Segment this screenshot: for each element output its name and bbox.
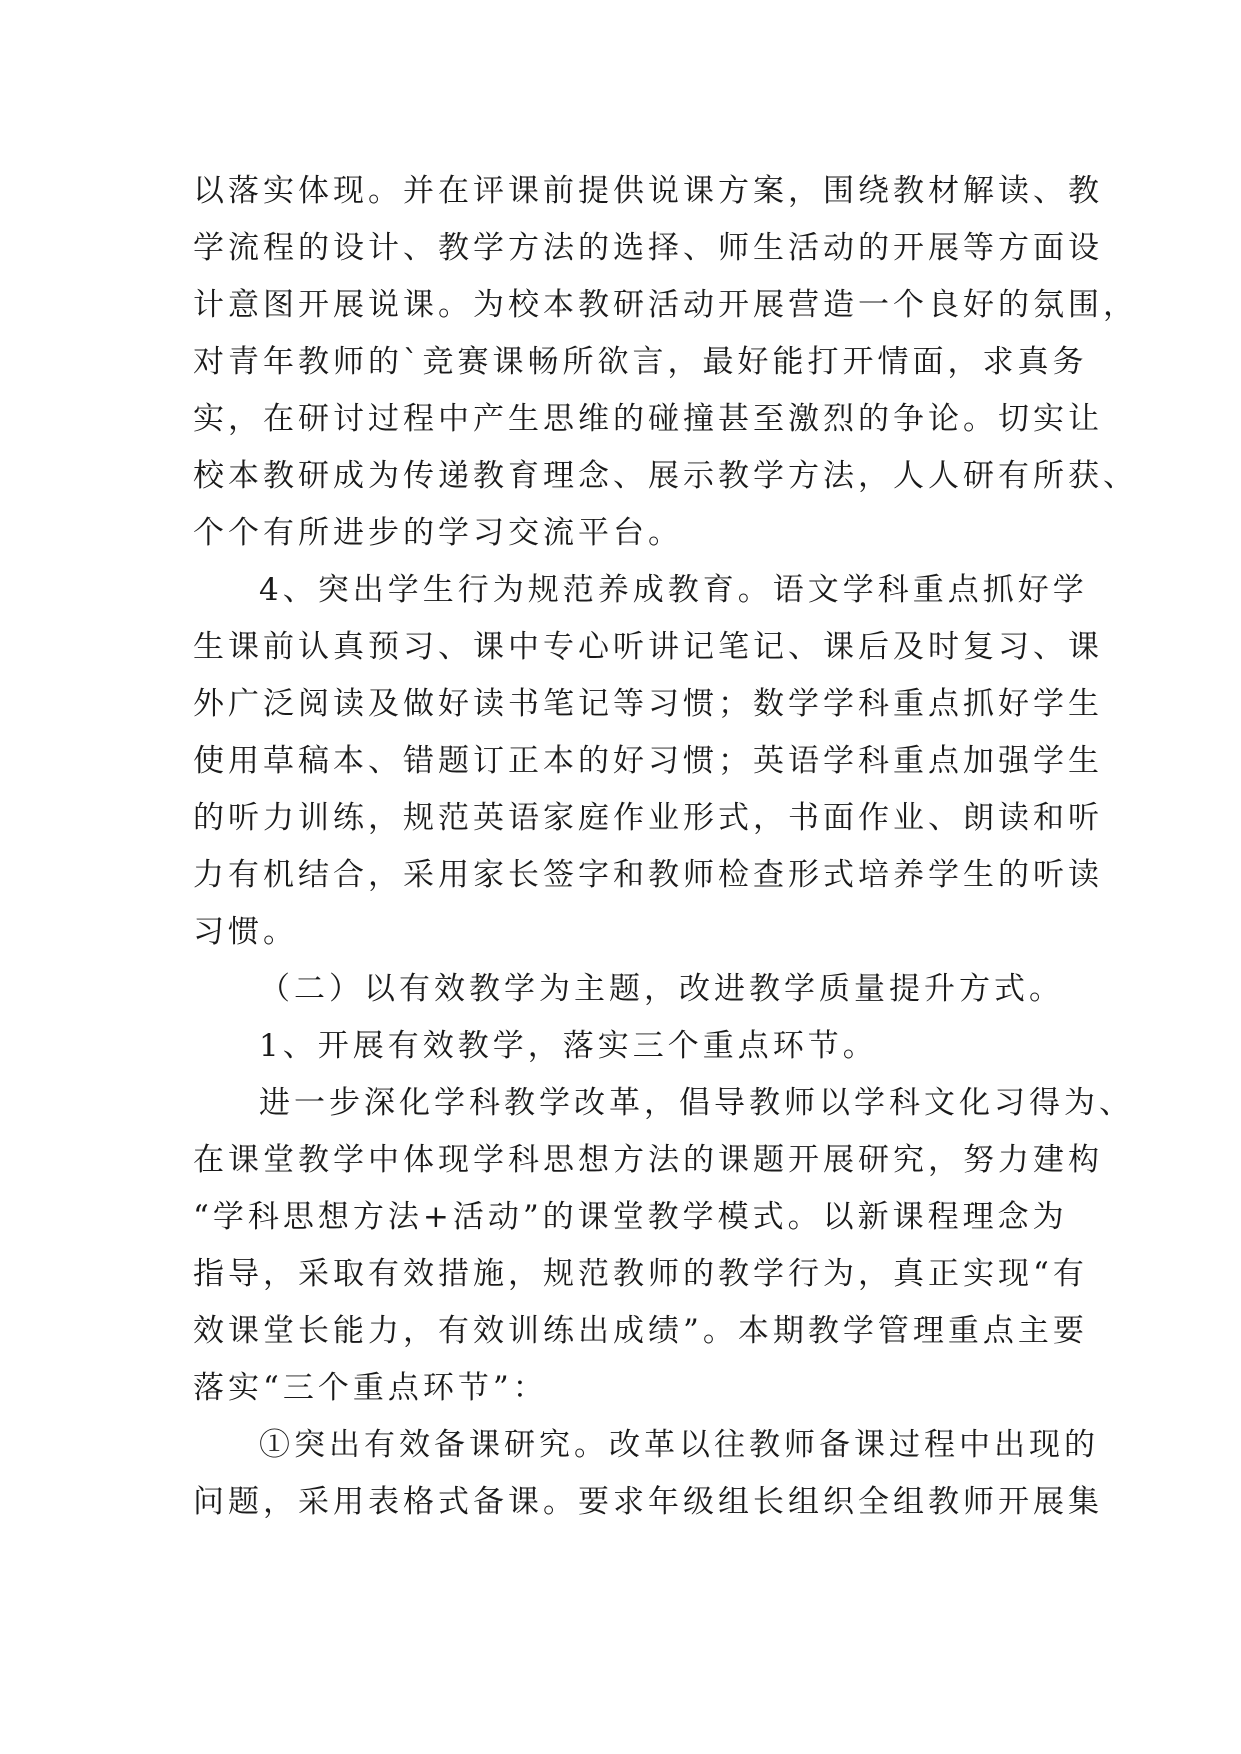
text-line: “学科思想方法+活动”的课堂教学模式。以新课程理念为 bbox=[193, 1199, 1068, 1235]
text-line: 问题，采用表格式备课。要求年级组长组织全组教师开展集 bbox=[193, 1484, 1103, 1520]
text-line: 校本教研成为传递教育理念、展示教学方法，人人研有所获、 bbox=[193, 458, 1138, 494]
text-line: 使用草稿本、错题订正本的好习惯；英语学科重点加强学生 bbox=[193, 743, 1103, 779]
paragraph-start-line: 4、突出学生行为规范养成教育。语文学科重点抓好学 bbox=[259, 572, 1088, 608]
text-line: 外广泛阅读及做好读书笔记等习惯；数学学科重点抓好学生 bbox=[193, 686, 1103, 722]
paragraph-start-line: ①突出有效备课研究。改革以往教师备课过程中出现的 bbox=[259, 1427, 1099, 1463]
text-line: 指导，采取有效措施，规范教师的教学行为，真正实现“有 bbox=[193, 1256, 1088, 1292]
section-heading: （二）以有效教学为主题，改进教学质量提升方式。 bbox=[259, 971, 1064, 1007]
subsection-heading: 1、开展有效教学，落实三个重点环节。 bbox=[259, 1028, 878, 1064]
text-line: 以落实体现。并在评课前提供说课方案，围绕教材解读、教 bbox=[193, 173, 1103, 209]
text-line: 学流程的设计、教学方法的选择、师生活动的开展等方面设 bbox=[193, 230, 1103, 266]
text-line: 对青年教师的`竞赛课畅所欲言，最好能打开情面，求真务 bbox=[193, 344, 1088, 380]
text-line: 习惯。 bbox=[193, 914, 298, 950]
document-body bbox=[193, 163, 1138, 1531]
text-line: 实，在研讨过程中产生思维的碰撞甚至激烈的争论。切实让 bbox=[193, 401, 1103, 437]
text-line: 落实“三个重点环节”： bbox=[193, 1370, 548, 1406]
text-line: 的听力训练，规范英语家庭作业形式，书面作业、朗读和听 bbox=[193, 800, 1103, 836]
text-line: 生课前认真预习、课中专心听讲记笔记、课后及时复习、课 bbox=[193, 629, 1103, 665]
text-line: 效课堂长能力，有效训练出成绩”。本期教学管理重点主要 bbox=[193, 1313, 1088, 1349]
text-line: 在课堂教学中体现学科思想方法的课题开展研究，努力建构 bbox=[193, 1142, 1103, 1178]
text-line: 计意图开展说课。为校本教研活动开展营造一个良好的氛围， bbox=[193, 287, 1138, 323]
paragraph-start-line: 进一步深化学科教学改革，倡导教师以学科文化习得为、 bbox=[259, 1085, 1134, 1121]
text-line: 个个有所进步的学习交流平台。 bbox=[193, 515, 683, 551]
text-line: 力有机结合，采用家长签字和教师检查形式培养学生的听读 bbox=[193, 857, 1103, 893]
